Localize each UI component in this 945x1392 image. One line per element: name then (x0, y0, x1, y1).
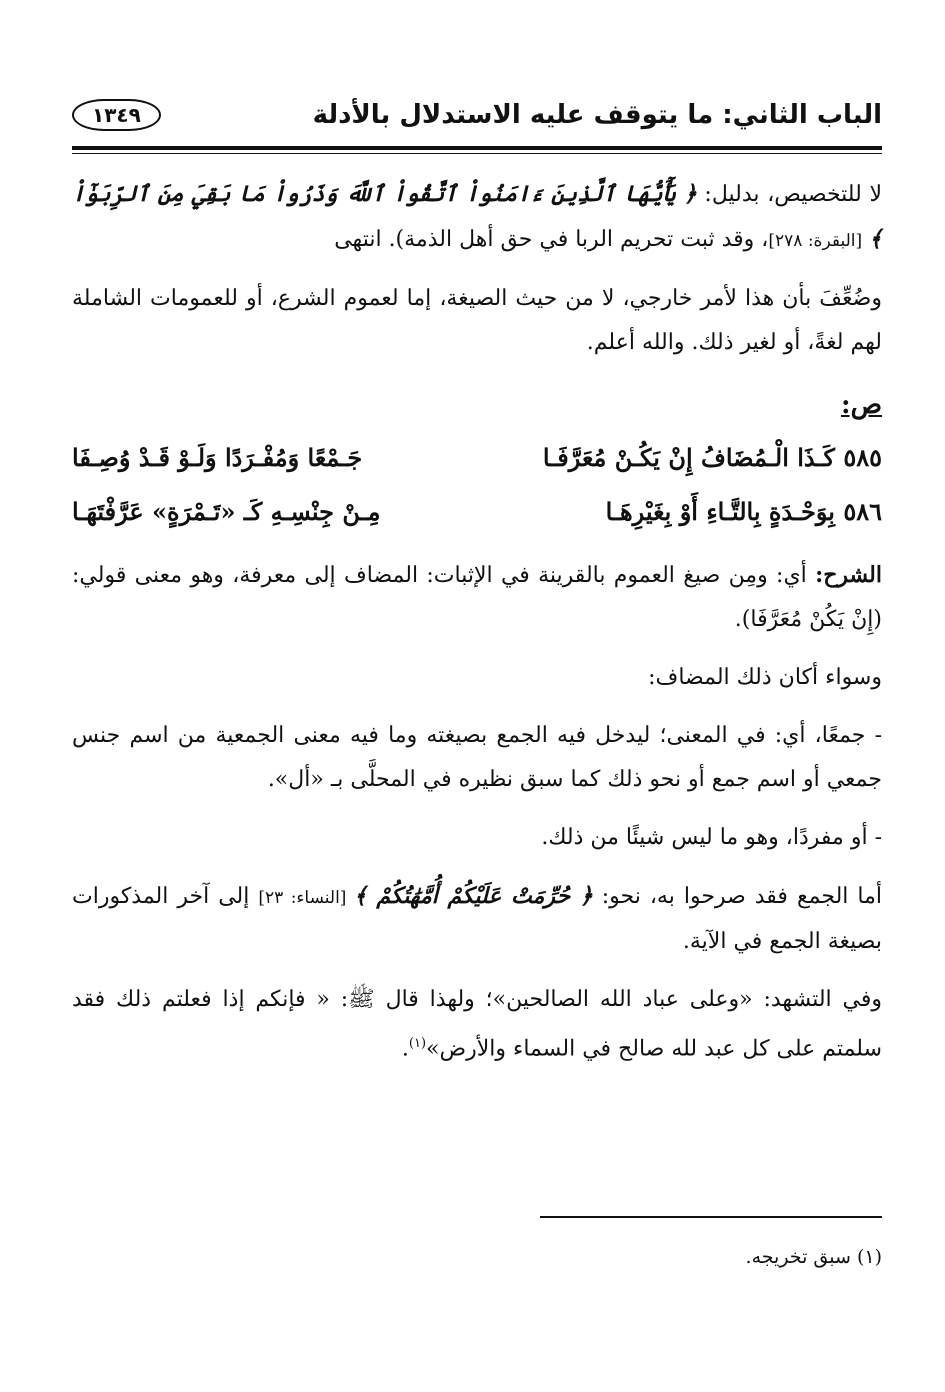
footnote-marker: (١) (408, 1036, 427, 1051)
page-number: ١٣٤٩ (72, 99, 161, 131)
paragraph-sharh: الشرح: أي: ومِن صيغ العموم بالقرينة في الإثبات: المضاف إلى معرفة، وهو معنى قولي: (إِنْ يَكُنْ مُعَرَّفَا). (72, 562, 882, 632)
verse-hemistich-2: جَـمْعًا وَمُفْـرَدًا وَلَـوْ قَـدْ وُصِـفَا (72, 443, 363, 472)
paragraph-5: - جمعًا، أي: في المعنى؛ ليدخل فيه الجمع بصيغته وما فيه معنى الجمعية من اسم جنس جمعي أو اسم جمع أو نحو ذلك كما سبق نظيره في المحلَّى بـ «أل». (72, 723, 882, 792)
paragraph-8: وفي التشهد: «وعلى عباد الله الصالحين»؛ ولهذا قال ﷺ: « فإنكم إذا فعلتم ذلك فقد سلمتم على كل عبد لله صالح في السماء والأرض»$^{(١)}$. (72, 987, 882, 1062)
paragraph-1: لا للتخصيص، بدليل: ﴿ يَٰٓأَيُّهَا ٱلَّذِينَ ءَامَنُواْ ٱتَّقُواْ ٱللَّهَ وَذَرُواْ مَا بَقِيَ مِنَ ٱلرِّبَوٰٓاْ ﴾ [البقرة: ٢٧٨]، وقد ثبت تحريم الربا في حق أهل الذمة). انتهى (72, 181, 883, 252)
header-rule-thick (72, 146, 882, 150)
paragraph-2: وضُعِّفَ بأن هذا لأمر خارجي، لا من حيث الصيغة، إما لعموم الشرع، أو للعمومات الشاملة لهم لغةً، أو لغير ذلك. والله أعلم. (72, 286, 882, 355)
poem-verse-585 (72, 431, 882, 485)
header-rule-thin (72, 153, 882, 154)
quran-verse: ﴿ يَٰٓأَيُّهَا ٱلَّذِينَ ءَامَنُواْ ٱتَّقُواْ ٱللَّهَ وَذَرُواْ مَا بَقِيَ مِنَ ٱلرِّبَوٰٓاْ ﴾ (72, 181, 882, 252)
verse-hemistich-1: ٥٨٦ بِوَحْـدَةٍ بِالتَّـاءِ أَوْ بِغَيْرِهَـا (605, 497, 882, 526)
sharh-label: الشرح: (815, 562, 882, 588)
page-header (72, 90, 882, 140)
verse-hemistich-2: مِـنْ جِنْسِـهِ كَـ «تَـمْرَةٍ» عَرَّفْتَهَـا (72, 497, 381, 526)
footnote-separator (540, 1216, 882, 1218)
verse-reference: [البقرة: ٢٧٨] (768, 231, 863, 251)
page (72, 90, 882, 1071)
verse-hemistich-1: ٥٨٥ كَـذَا الْـمُضَافُ إِنْ يَكُـنْ مُعَرَّفَـا (542, 443, 882, 472)
paragraph-4: وسواء أكان ذلك المضاف: (648, 665, 882, 690)
poem-verse-586 (72, 485, 882, 539)
chapter-title: الباب الثاني: ما يتوقف عليه الاستدلال بالأدلة (312, 100, 882, 130)
footnote: (١) سبق تخريجه. (745, 1246, 882, 1268)
body-text (72, 172, 882, 1071)
paragraph-7: أما الجمع فقد صرحوا به، نحو: ﴿ حُرِّمَتْ عَلَيْكُمْ أُمَّهَٰتُكُمْ ﴾ [النساء: ٢٣] إلى آخر المذكورات بصيغة الجمع في الآية. (72, 883, 882, 954)
paragraph-6: - أو مفردًا، وهو ما ليس شيئًا من ذلك. (541, 825, 882, 850)
verse-reference: [النساء: ٢٣] (258, 888, 354, 908)
sad-label: ص: (840, 390, 882, 420)
quran-verse: ﴿ حُرِّمَتْ عَلَيْكُمْ أُمَّهَٰتُكُمْ ﴾ (353, 883, 593, 909)
